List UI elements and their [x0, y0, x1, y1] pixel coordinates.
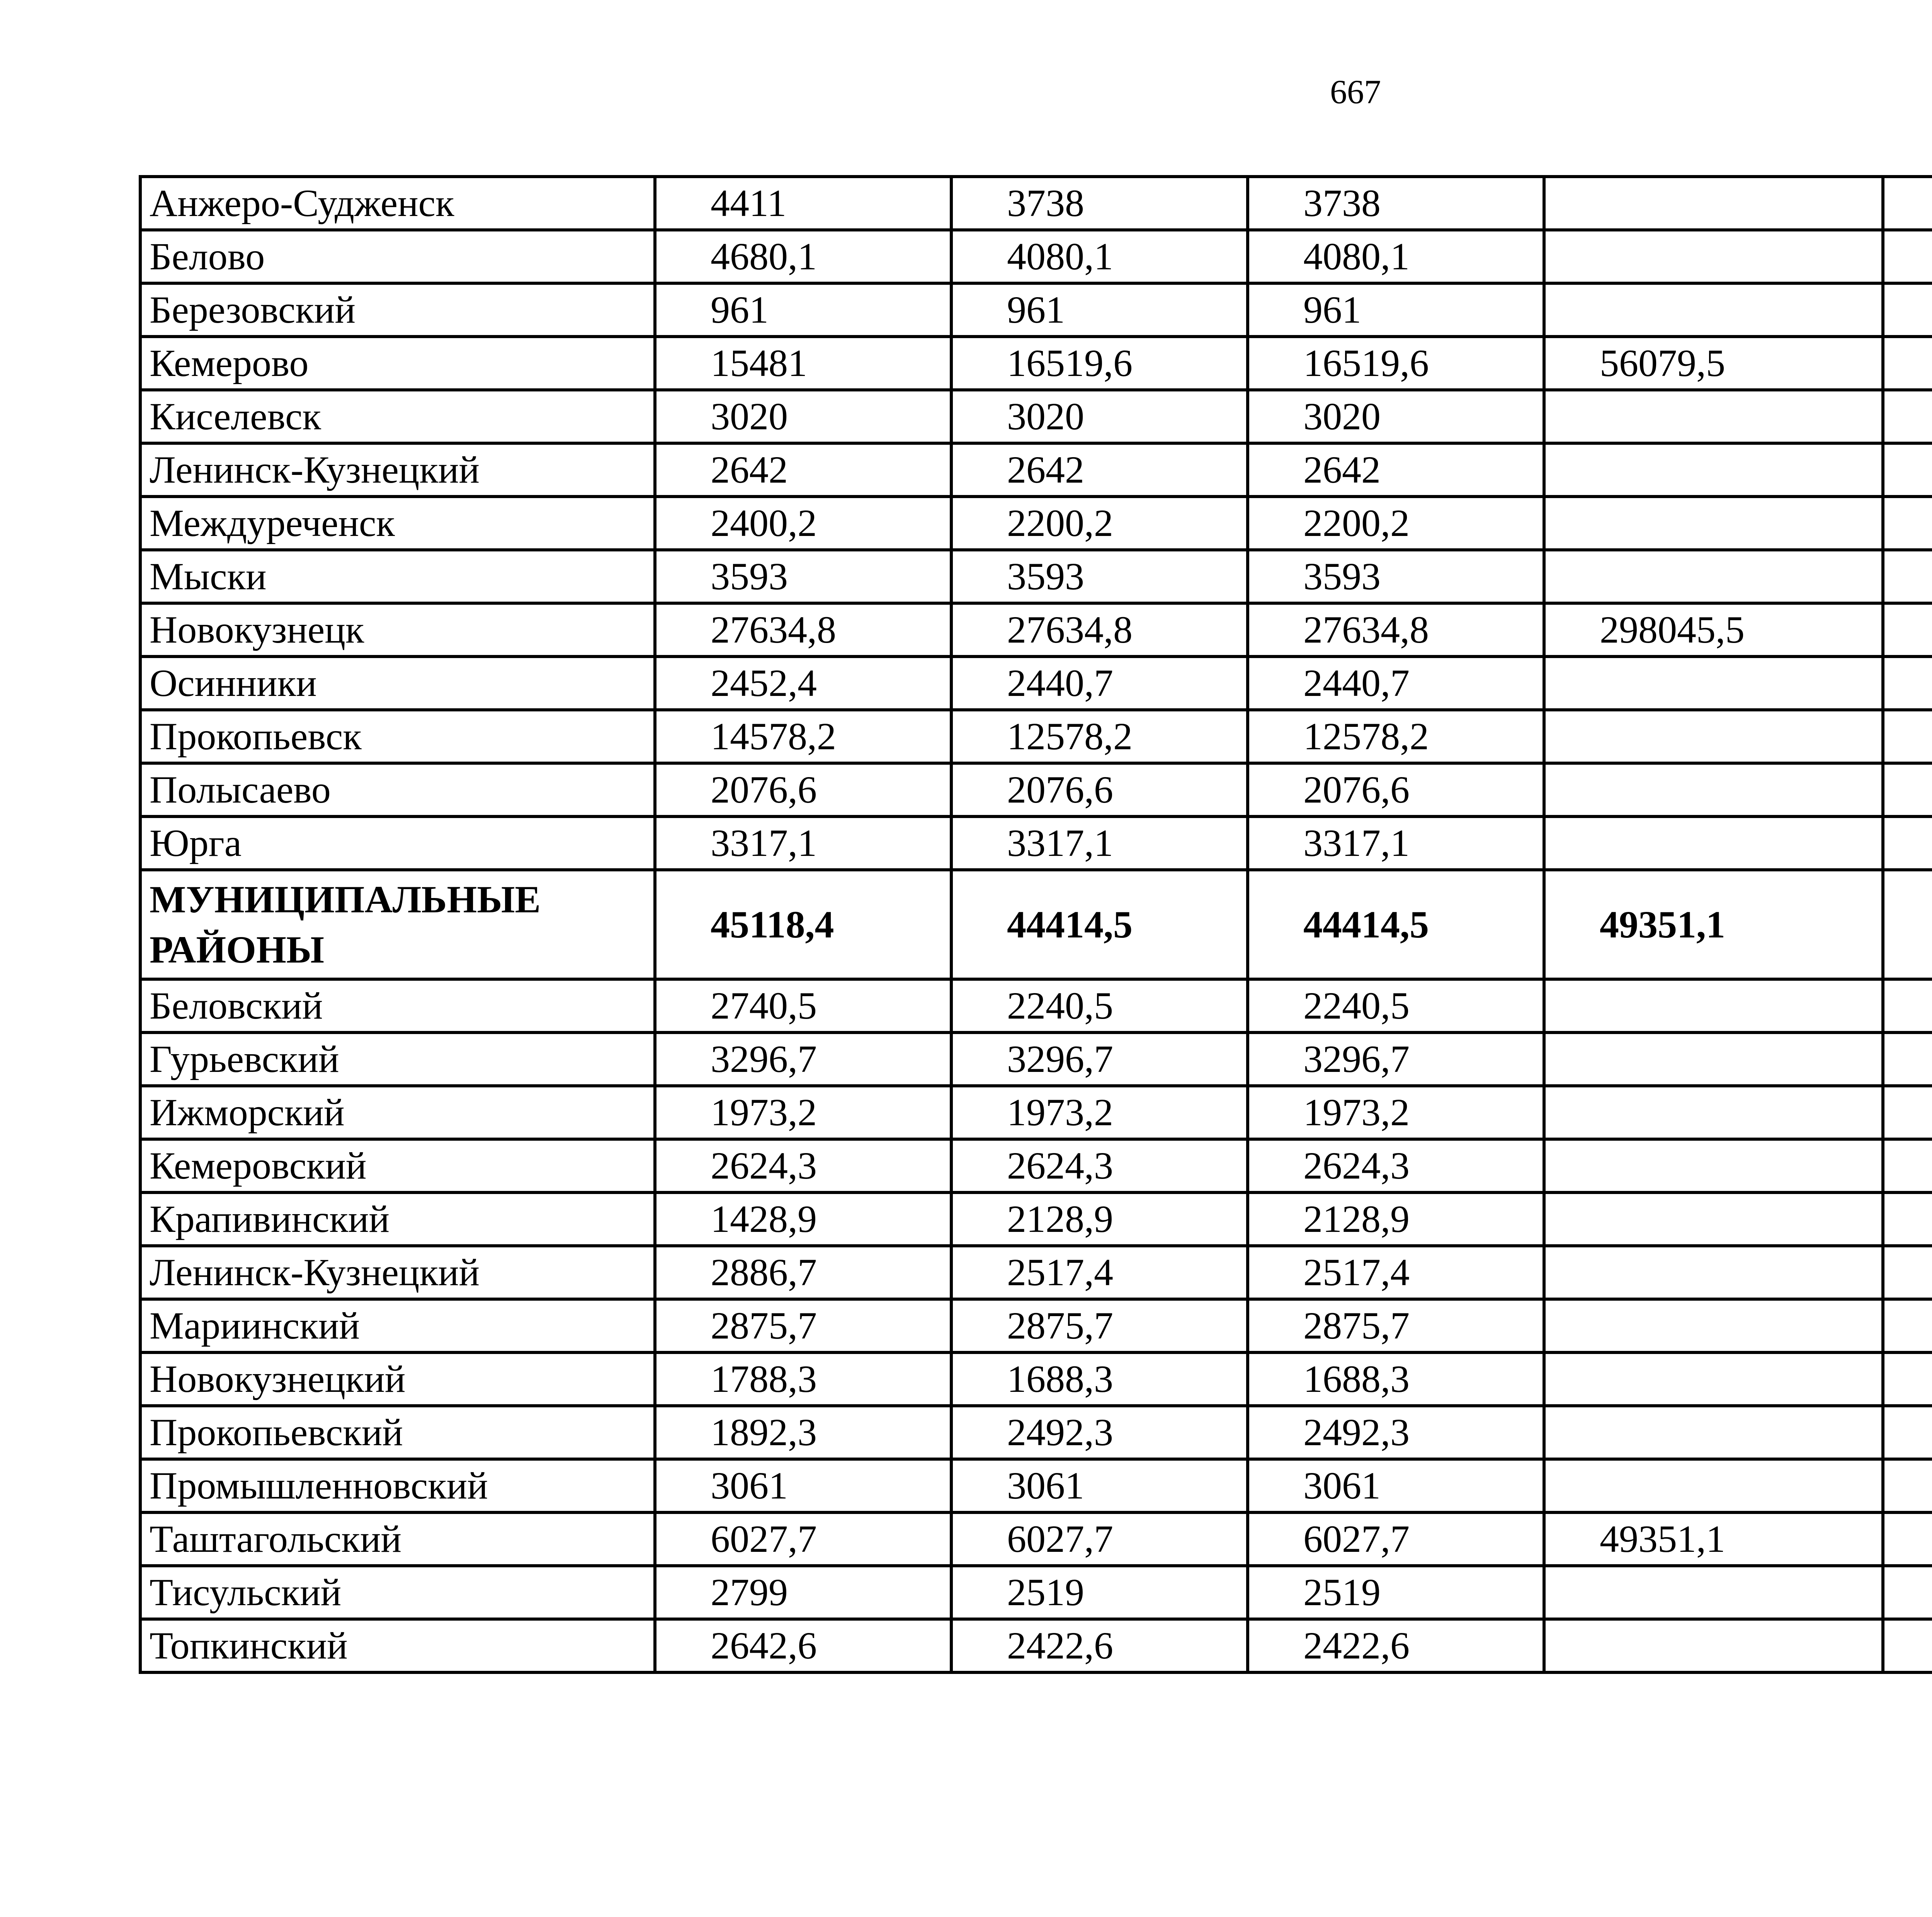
value-cell-v4 [1544, 1192, 1883, 1246]
row-label-cell: Беловский [140, 979, 655, 1032]
value-cell-v5 [1883, 1192, 1932, 1246]
value-cell-v4 [1544, 710, 1883, 763]
value-cell-v5 [1883, 1619, 1932, 1672]
value-cell-v1: 3593 [655, 550, 951, 603]
value-cell-v4 [1544, 1299, 1883, 1352]
value-cell-v3: 2875,7 [1248, 1299, 1544, 1352]
value-cell-v5 [1883, 1032, 1932, 1086]
value-cell-v5 [1883, 497, 1932, 550]
value-cell-v1: 2886,7 [655, 1246, 951, 1299]
table-row [140, 230, 1932, 283]
value-cell-v1: 2452,4 [655, 657, 951, 710]
row-label-cell: Белово [140, 230, 655, 283]
table-row [140, 390, 1932, 443]
value-cell-v2: 2076,6 [951, 763, 1248, 816]
value-cell-v4: 298045,5 [1544, 603, 1883, 657]
value-cell-v3: 2642 [1248, 443, 1544, 497]
value-cell-v3: 2440,7 [1248, 657, 1544, 710]
value-cell-v2: 3020 [951, 390, 1248, 443]
table-row [140, 1512, 1932, 1566]
row-label-cell: Кемерово [140, 337, 655, 390]
value-cell-v3: 3296,7 [1248, 1032, 1544, 1086]
value-cell-v3: 16519,6 [1248, 337, 1544, 390]
value-cell-v4 [1544, 1619, 1883, 1672]
value-cell-v3: 3061 [1248, 1459, 1544, 1512]
row-label-cell: Новокузнецкий [140, 1352, 655, 1406]
row-label-cell: Кемеровский [140, 1139, 655, 1192]
row-label-cell: Крапивинский [140, 1192, 655, 1246]
value-cell-v5 [1883, 230, 1932, 283]
table-row [140, 497, 1932, 550]
value-cell-v1: 2642,6 [655, 1619, 951, 1672]
value-cell-v1: 15481 [655, 337, 951, 390]
value-cell-v2: 4080,1 [951, 230, 1248, 283]
value-cell-v3: 44414,5 [1248, 870, 1544, 979]
value-cell-v5 [1883, 979, 1932, 1032]
table-row [140, 1352, 1932, 1406]
row-label-cell: Прокопьевск [140, 710, 655, 763]
table-row [140, 657, 1932, 710]
table-row [140, 177, 1932, 230]
row-label-cell: Ленинск-Кузнецкий [140, 1246, 655, 1299]
value-cell-v3: 2519 [1248, 1566, 1544, 1619]
value-cell-v4 [1544, 390, 1883, 443]
value-cell-v5 [1883, 337, 1932, 390]
value-cell-v5 [1883, 177, 1932, 230]
value-cell-v5 [1883, 443, 1932, 497]
value-cell-v3: 961 [1248, 283, 1544, 337]
value-cell-v2: 3738 [951, 177, 1248, 230]
value-cell-v3: 6027,7 [1248, 1512, 1544, 1566]
value-cell-v5 [1883, 1246, 1932, 1299]
row-label-cell: Осинники [140, 657, 655, 710]
value-cell-v1: 1428,9 [655, 1192, 951, 1246]
value-cell-v1: 2076,6 [655, 763, 951, 816]
value-cell-v5 [1883, 710, 1932, 763]
value-cell-v4 [1544, 816, 1883, 870]
table-row [140, 603, 1932, 657]
row-label-cell: Анжеро-Судженск [140, 177, 655, 230]
table-row [140, 816, 1932, 870]
value-cell-v4 [1544, 177, 1883, 230]
value-cell-v3: 3020 [1248, 390, 1544, 443]
value-cell-v3: 2422,6 [1248, 1619, 1544, 1672]
value-cell-v1: 2740,5 [655, 979, 951, 1032]
table-row [140, 710, 1932, 763]
row-label-cell: Киселевск [140, 390, 655, 443]
value-cell-v1: 2875,7 [655, 1299, 951, 1352]
value-cell-v5 [1883, 1459, 1932, 1512]
value-cell-v3: 2517,4 [1248, 1246, 1544, 1299]
value-cell-v1: 3317,1 [655, 816, 951, 870]
value-cell-v1: 3020 [655, 390, 951, 443]
value-cell-v4 [1544, 1032, 1883, 1086]
value-cell-v3: 2076,6 [1248, 763, 1544, 816]
table-row [140, 550, 1932, 603]
value-cell-v1: 2624,3 [655, 1139, 951, 1192]
value-cell-v4 [1544, 1352, 1883, 1406]
table-row [140, 283, 1932, 337]
row-label-cell: Юрга [140, 816, 655, 870]
value-cell-v5 [1883, 603, 1932, 657]
value-cell-v2: 16519,6 [951, 337, 1248, 390]
value-cell-v5 [1883, 1406, 1932, 1459]
value-cell-v4 [1544, 1246, 1883, 1299]
value-cell-v2: 2624,3 [951, 1139, 1248, 1192]
value-cell-v3: 3317,1 [1248, 816, 1544, 870]
page-number: 667 [1330, 73, 1381, 111]
value-cell-v2: 12578,2 [951, 710, 1248, 763]
row-label-cell: Ижморский [140, 1086, 655, 1139]
value-cell-v2: 2875,7 [951, 1299, 1248, 1352]
value-cell-v4 [1544, 1086, 1883, 1139]
table-row [140, 1619, 1932, 1672]
table-row [140, 1566, 1932, 1619]
table-row [140, 1086, 1932, 1139]
value-cell-v4 [1544, 1406, 1883, 1459]
row-label-cell: Тисульский [140, 1566, 655, 1619]
value-cell-v4 [1544, 979, 1883, 1032]
row-label-cell: Новокузнецк [140, 603, 655, 657]
value-cell-v2: 2517,4 [951, 1246, 1248, 1299]
value-cell-v1: 1973,2 [655, 1086, 951, 1139]
value-cell-v3: 2492,3 [1248, 1406, 1544, 1459]
row-label-cell: Ленинск-Кузнецкий [140, 443, 655, 497]
value-cell-v3: 1688,3 [1248, 1352, 1544, 1406]
value-cell-v4: 49351,1 [1544, 1512, 1883, 1566]
table-row [140, 1192, 1932, 1246]
value-cell-v1: 6027,7 [655, 1512, 951, 1566]
value-cell-v5 [1883, 763, 1932, 816]
table-row [140, 1246, 1932, 1299]
table-row [140, 1299, 1932, 1352]
row-label-cell: Топкинский [140, 1619, 655, 1672]
value-cell-v3: 2240,5 [1248, 979, 1544, 1032]
row-label-cell: Березовский [140, 283, 655, 337]
value-cell-v2: 1688,3 [951, 1352, 1248, 1406]
value-cell-v5 [1883, 816, 1932, 870]
value-cell-v2: 2240,5 [951, 979, 1248, 1032]
row-label-cell: Прокопьевский [140, 1406, 655, 1459]
value-cell-v1: 14578,2 [655, 710, 951, 763]
value-cell-v3: 4080,1 [1248, 230, 1544, 283]
value-cell-v5 [1883, 283, 1932, 337]
value-cell-v4 [1544, 657, 1883, 710]
data-table [139, 175, 1932, 1674]
table-row [140, 1406, 1932, 1459]
row-label-cell: Таштагольский [140, 1512, 655, 1566]
value-cell-v3: 2128,9 [1248, 1192, 1544, 1246]
value-cell-v2: 3061 [951, 1459, 1248, 1512]
value-cell-v2: 3296,7 [951, 1032, 1248, 1086]
value-cell-v3: 27634,8 [1248, 603, 1544, 657]
row-label-cell: Мариинский [140, 1299, 655, 1352]
table-row [140, 763, 1932, 816]
row-label-cell: МУНИЦИПАЛЬНЫЕ РАЙОНЫ [140, 870, 655, 979]
value-cell-v1: 2642 [655, 443, 951, 497]
value-cell-v2: 3593 [951, 550, 1248, 603]
value-cell-v2: 2422,6 [951, 1619, 1248, 1672]
value-cell-v5 [1883, 1299, 1932, 1352]
table-row [140, 1459, 1932, 1512]
value-cell-v4 [1544, 1139, 1883, 1192]
value-cell-v2: 3317,1 [951, 816, 1248, 870]
table-row [140, 443, 1932, 497]
value-cell-v4 [1544, 283, 1883, 337]
value-cell-v4 [1544, 443, 1883, 497]
value-cell-v5 [1883, 1086, 1932, 1139]
value-cell-v2: 2128,9 [951, 1192, 1248, 1246]
group-row [140, 870, 1932, 979]
table-row [140, 979, 1932, 1032]
value-cell-v4 [1544, 1566, 1883, 1619]
value-cell-v1: 45118,4 [655, 870, 951, 979]
row-label-cell: Междуреченск [140, 497, 655, 550]
value-cell-v2: 2642 [951, 443, 1248, 497]
value-cell-v5 [1883, 1139, 1932, 1192]
value-cell-v3: 1973,2 [1248, 1086, 1544, 1139]
value-cell-v1: 1892,3 [655, 1406, 951, 1459]
value-cell-v4 [1544, 763, 1883, 816]
value-cell-v1: 2400,2 [655, 497, 951, 550]
value-cell-v5 [1883, 1566, 1932, 1619]
value-cell-v2: 961 [951, 283, 1248, 337]
row-label-cell: Гурьевский [140, 1032, 655, 1086]
row-label-cell: Промышленновский [140, 1459, 655, 1512]
value-cell-v3: 12578,2 [1248, 710, 1544, 763]
table-row [140, 1139, 1932, 1192]
value-cell-v5 [1883, 390, 1932, 443]
value-cell-v1: 4411 [655, 177, 951, 230]
value-cell-v2: 1973,2 [951, 1086, 1248, 1139]
value-cell-v1: 3296,7 [655, 1032, 951, 1086]
row-label-cell: Мыски [140, 550, 655, 603]
value-cell-v3: 2200,2 [1248, 497, 1544, 550]
value-cell-v4 [1544, 1459, 1883, 1512]
value-cell-v1: 961 [655, 283, 951, 337]
value-cell-v1: 1788,3 [655, 1352, 951, 1406]
value-cell-v3: 2624,3 [1248, 1139, 1544, 1192]
value-cell-v5 [1883, 550, 1932, 603]
value-cell-v4 [1544, 497, 1883, 550]
value-cell-v4 [1544, 230, 1883, 283]
value-cell-v2: 2200,2 [951, 497, 1248, 550]
value-cell-v2: 2440,7 [951, 657, 1248, 710]
row-label-cell: Полысаево [140, 763, 655, 816]
table-row [140, 337, 1932, 390]
table-row [140, 1032, 1932, 1086]
value-cell-v4 [1544, 550, 1883, 603]
table-body [140, 177, 1932, 1672]
value-cell-v4: 56079,5 [1544, 337, 1883, 390]
value-cell-v2: 44414,5 [951, 870, 1248, 979]
value-cell-v5 [1883, 870, 1932, 979]
value-cell-v2: 6027,7 [951, 1512, 1248, 1566]
value-cell-v2: 2492,3 [951, 1406, 1248, 1459]
value-cell-v3: 3738 [1248, 177, 1544, 230]
value-cell-v1: 3061 [655, 1459, 951, 1512]
value-cell-v2: 27634,8 [951, 603, 1248, 657]
value-cell-v4: 49351,1 [1544, 870, 1883, 979]
value-cell-v2: 2519 [951, 1566, 1248, 1619]
value-cell-v5 [1883, 1512, 1932, 1566]
value-cell-v1: 27634,8 [655, 603, 951, 657]
value-cell-v1: 2799 [655, 1566, 951, 1619]
value-cell-v1: 4680,1 [655, 230, 951, 283]
value-cell-v5 [1883, 1352, 1932, 1406]
value-cell-v3: 3593 [1248, 550, 1544, 603]
value-cell-v5 [1883, 657, 1932, 710]
